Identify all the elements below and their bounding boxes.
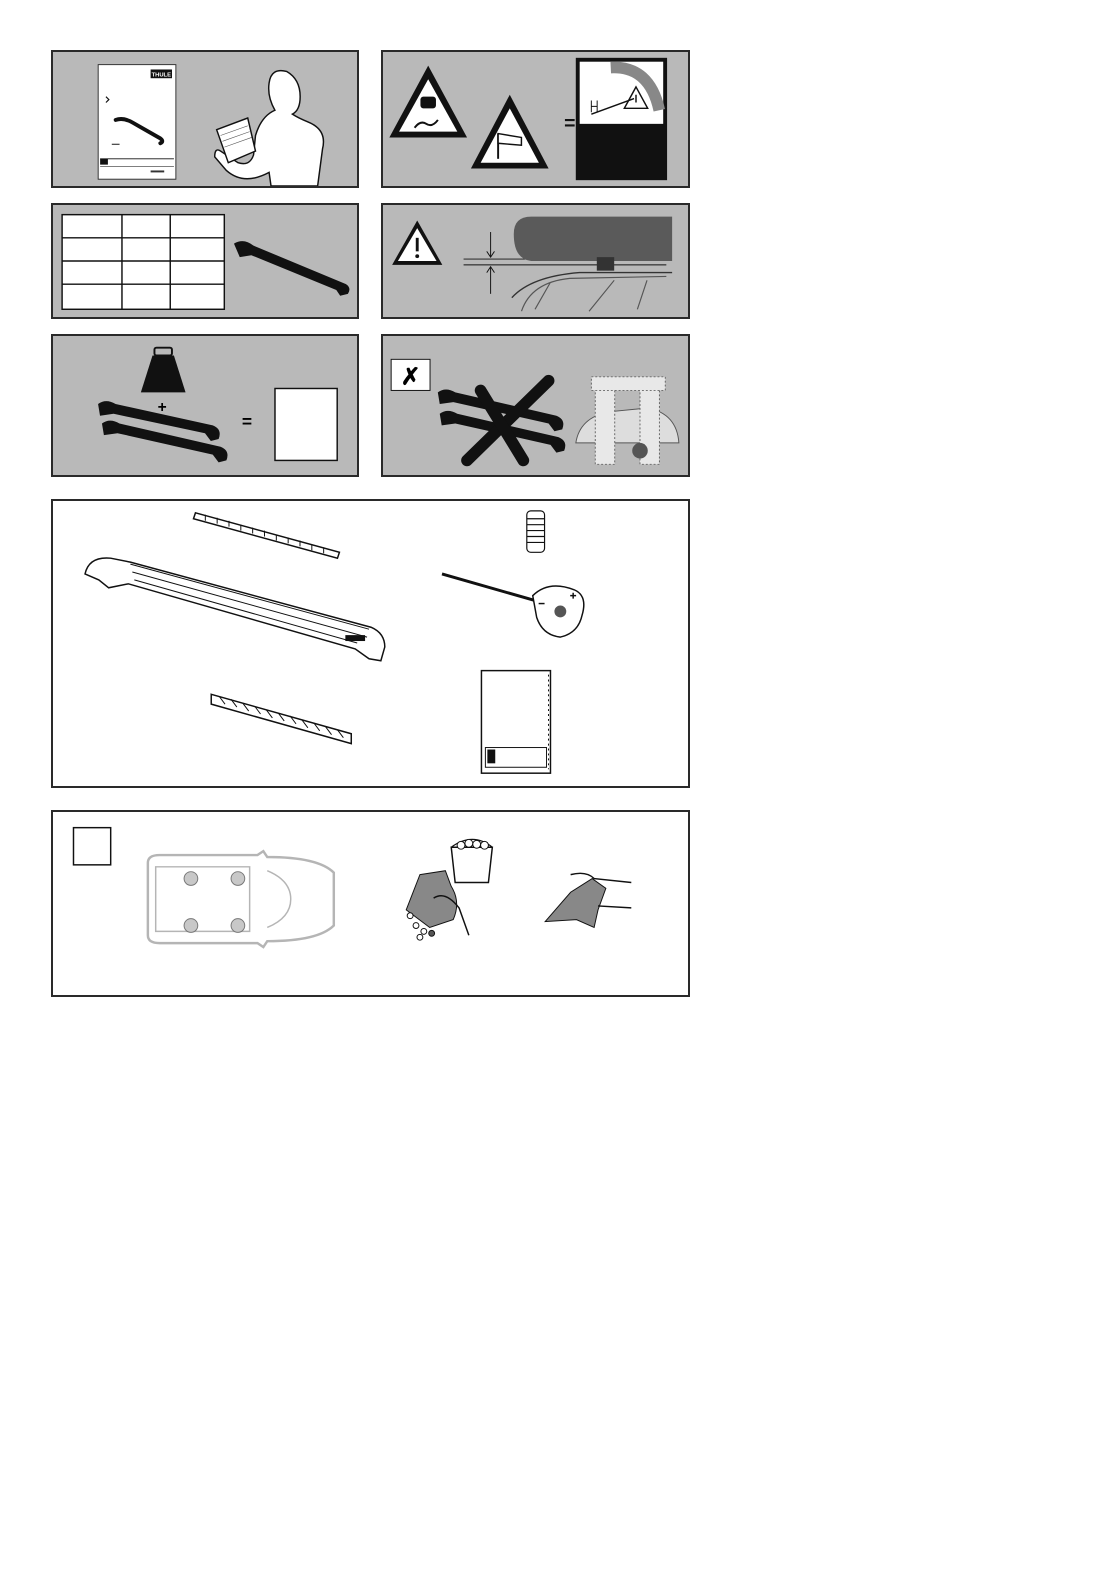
equals-sign-load: =	[241, 411, 253, 432]
rubber-pad-icon	[211, 694, 351, 743]
warning-icon	[392, 220, 442, 264]
height-clearance-panel	[381, 203, 690, 319]
parts-list	[51, 499, 690, 788]
car-wash-icon	[576, 377, 679, 464]
brand-logo-text: THULE	[151, 72, 171, 79]
not-allowed-mark: ✗	[400, 363, 421, 390]
load-capacity-panel	[51, 334, 359, 477]
t-handle-tool-icon	[442, 574, 584, 637]
plus-sign: +	[157, 398, 167, 416]
roof-bar-icon	[234, 241, 349, 296]
rubber-strip-icon	[193, 513, 339, 558]
preparation-panel	[51, 810, 690, 997]
driving-conditions-panel	[381, 50, 690, 188]
equals-sign: =	[564, 112, 576, 135]
roof-box-on-car-icon	[512, 217, 672, 312]
spring-icon	[527, 511, 545, 552]
crosswind-warning-icon	[471, 95, 549, 169]
manual-icon	[98, 65, 176, 180]
max-load-box	[275, 388, 337, 460]
fit-table-icon	[62, 215, 224, 310]
person-reading-icon	[215, 71, 324, 186]
speed-gauge-icon	[576, 58, 667, 180]
instructions-booklet-icon	[481, 671, 550, 774]
step-checkbox	[73, 828, 110, 865]
roof-bar-detail-icon	[85, 558, 385, 661]
cleaning-bucket-icon	[406, 839, 492, 940]
fit-check-panel	[51, 203, 359, 319]
car-top-view-icon	[148, 851, 334, 947]
read-instructions-panel	[51, 50, 359, 188]
wiping-cloth-icon	[545, 873, 631, 927]
slippery-road-warning-icon	[389, 66, 467, 138]
weight-icon	[141, 348, 186, 393]
no-car-wash-panel	[381, 334, 690, 477]
